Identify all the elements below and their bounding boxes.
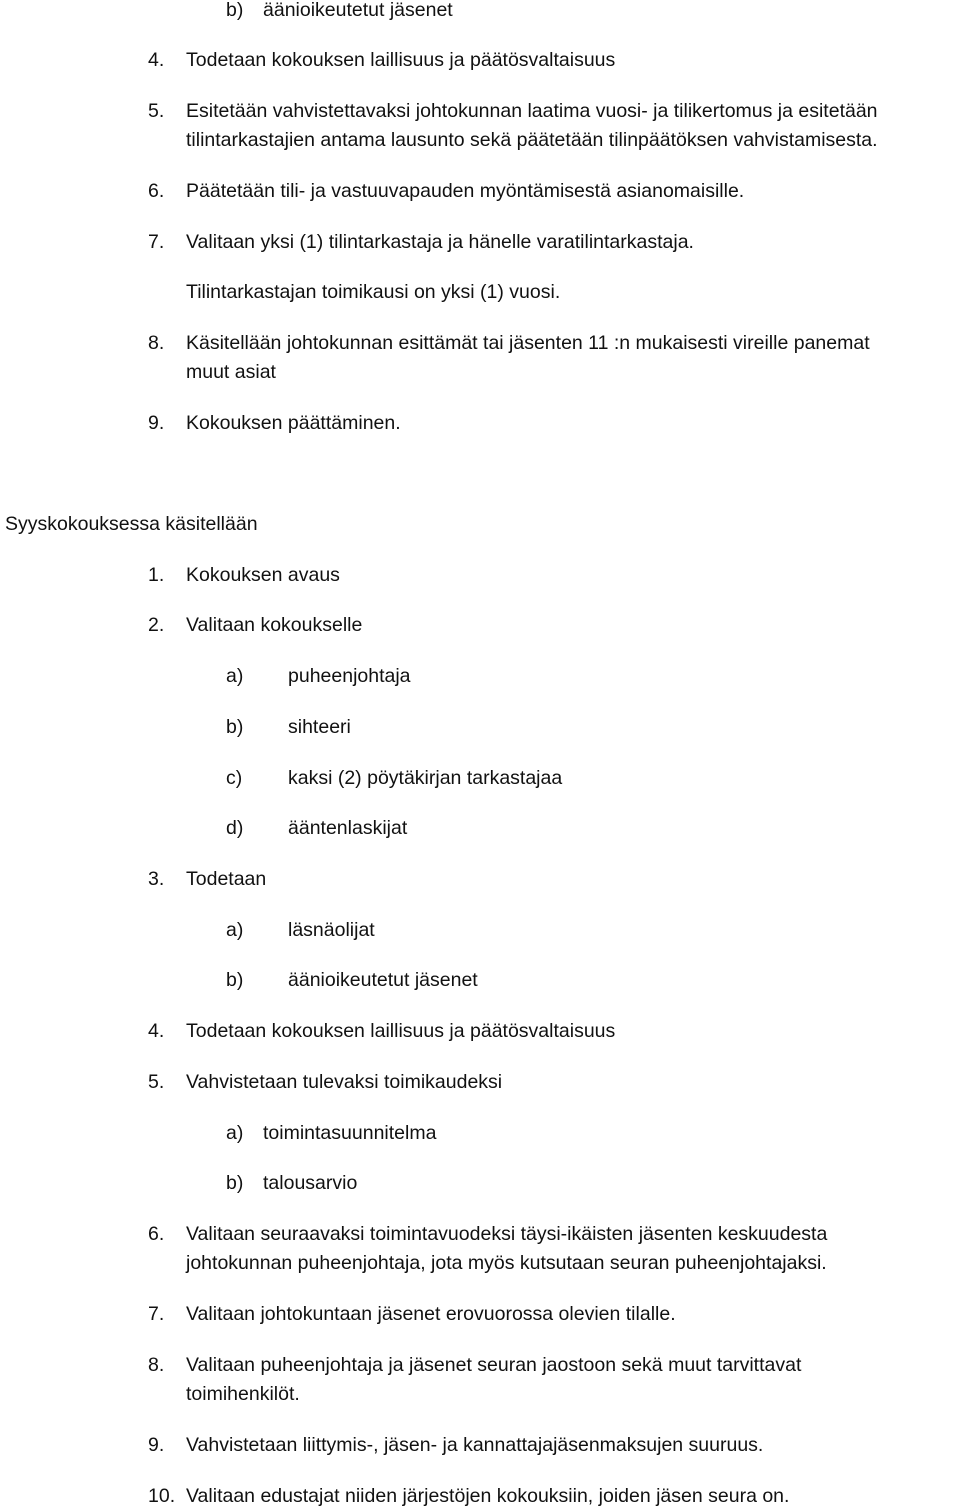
item-2b-label: b) <box>226 716 244 738</box>
top-item-4-text: Todetaan kokouksen laillisuus ja päätösvaltaisuus <box>186 49 616 71</box>
item-3a-text: läsnäolijat <box>288 919 375 941</box>
section-heading: Syyskokouksessa käsitellään <box>5 513 258 535</box>
item-1-text: Kokouksen avaus <box>186 564 340 586</box>
item-1-number: 1. <box>148 564 165 586</box>
item-2a-label: a) <box>226 665 244 687</box>
top-item-8-number: 8. <box>148 332 165 354</box>
top-item-3b-label: b) <box>226 0 244 21</box>
top-item-7-line-1: Valitaan yksi (1) tilintarkastaja ja hänelle varatilintarkastaja. <box>186 231 694 253</box>
item-2b-text: sihteeri <box>288 716 351 738</box>
top-item-6-number: 6. <box>148 180 165 202</box>
top-item-3b-text: äänioikeutetut jäsenet <box>263 0 453 21</box>
top-item-6-text: Päätetään tili- ja vastuuvapauden myöntämisestä asianomaisille. <box>186 180 745 202</box>
item-7-number: 7. <box>148 1303 165 1325</box>
item-10-number: 10. <box>148 1485 176 1507</box>
top-item-9-text: Kokouksen päättäminen. <box>186 412 401 434</box>
item-2a-text: puheenjohtaja <box>288 665 411 687</box>
item-6-line-2: johtokunnan puheenjohtaja, jota myös kutsutaan seuran puheenjohtajaksi. <box>186 1252 827 1274</box>
item-2c-label: c) <box>226 767 243 789</box>
item-3b-label: b) <box>226 969 244 991</box>
item-5-number: 5. <box>148 1071 165 1093</box>
item-8-line-2: toimihenkilöt. <box>186 1383 300 1405</box>
item-5b-label: b) <box>226 1172 244 1194</box>
item-2c-text: kaksi (2) pöytäkirjan tarkastajaa <box>288 767 563 789</box>
top-item-4-number: 4. <box>148 49 165 71</box>
item-5-text: Vahvistetaan tulevaksi toimikaudeksi <box>186 1071 503 1093</box>
item-4-number: 4. <box>148 1020 165 1042</box>
top-item-5-number: 5. <box>148 100 165 122</box>
item-8-number: 8. <box>148 1354 165 1376</box>
item-6-line-1: Valitaan seuraavaksi toimintavuodeksi täysi-ikäisten jäsenten keskuudesta <box>186 1223 828 1245</box>
top-item-8-line-1: Käsitellään johtokunnan esittämät tai jäsenten 11 :n mukaisesti vireille panemat <box>186 332 870 354</box>
item-3-text: Todetaan <box>186 868 267 890</box>
item-10-text: Valitaan edustajat niiden järjestöjen kokouksiin, joiden jäsen seura on. <box>186 1485 790 1507</box>
top-item-7-line-2: Tilintarkastajan toimikausi on yksi (1) vuosi. <box>186 281 561 303</box>
item-5b-text: talousarvio <box>263 1172 358 1194</box>
item-2d-text: ääntenlaskijat <box>288 817 408 839</box>
item-6-number: 6. <box>148 1223 165 1245</box>
top-item-5-line-2: tilintarkastajien antama lausunto sekä päätetään tilinpäätöksen vahvistamisesta. <box>186 129 878 151</box>
item-7-text: Valitaan johtokuntaan jäsenet erovuorossa olevien tilalle. <box>186 1303 676 1325</box>
item-2-text: Valitaan kokoukselle <box>186 614 363 636</box>
item-4-text: Todetaan kokouksen laillisuus ja päätösvaltaisuus <box>186 1020 616 1042</box>
item-5a-label: a) <box>226 1122 244 1144</box>
top-item-7-number: 7. <box>148 231 165 253</box>
top-item-8-line-2: muut asiat <box>186 361 276 383</box>
item-3b-text: äänioikeutetut jäsenet <box>288 969 478 991</box>
top-item-9-number: 9. <box>148 412 165 434</box>
item-5a-text: toimintasuunnitelma <box>263 1122 437 1144</box>
item-3-number: 3. <box>148 868 165 890</box>
item-2d-label: d) <box>226 817 244 839</box>
item-9-text: Vahvistetaan liittymis-, jäsen- ja kannattajajäsenmaksujen suuruus. <box>186 1434 764 1456</box>
item-3a-label: a) <box>226 919 244 941</box>
item-9-number: 9. <box>148 1434 165 1456</box>
top-item-5-line-1: Esitetään vahvistettavaksi johtokunnan laatima vuosi- ja tilikertomus ja esitetään <box>186 100 878 122</box>
item-8-line-1: Valitaan puheenjohtaja ja jäsenet seuran jaostoon sekä muut tarvittavat <box>186 1354 802 1376</box>
item-2-number: 2. <box>148 614 165 636</box>
